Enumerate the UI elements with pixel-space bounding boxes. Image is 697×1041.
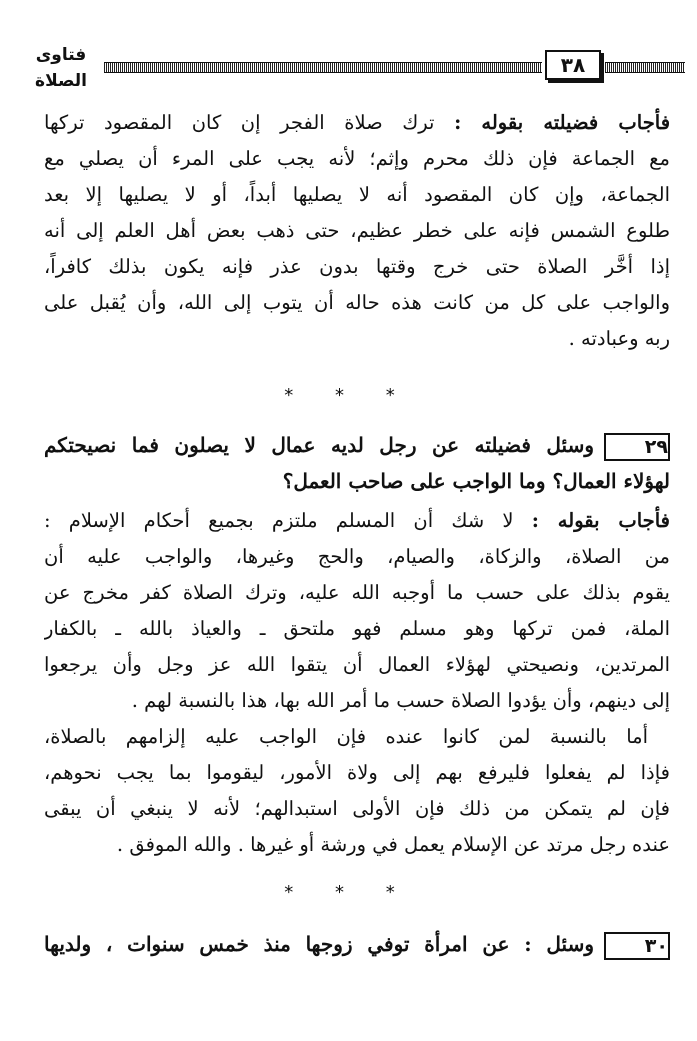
text-line: الجماعة، وإن كان المقصود أنه لا يصليها أبداً، أو لا يصليها إلا بعد [44,183,670,206]
text-line: يقوم بذلك على حسب ما أوجبه الله عليه، وترك الصلاة كفر مخرج عن [44,581,670,604]
question-text: وسئل فضيلته عن رجل لديه عمال لا يصلون فما نصيحتكم [44,433,594,457]
text-line: إلى دينهم، وأن يؤدوا الصلاة حسب ما أمر الله بها، هذا بالنسبة لهم . [131,689,670,712]
text-line: طلوع الشمس فإنه على خطر عظيم، حتى ذهب بعض أهل العلم إلى أنه [44,219,670,242]
header-rule [605,62,685,73]
answer-paragraph [44,105,670,357]
text-line: فإن لم يتمكن من ذلك فإن الأولى استبدالهم؛ لأنه لا ينبغي أن يبقى [44,797,670,820]
answer-lead: فأجاب بقوله : [531,509,670,532]
question-block [44,926,670,962]
text-line: فإذا لم يفعلوا فليرفع بهم إلى ولاة الأمور، ليقوموا بما يجب نحوهم، [44,761,670,784]
answer-paragraph [44,503,670,863]
question-text: لهؤلاء العمال؟ وما الواجب على صاحب العمل؟ [282,469,670,493]
text-line: ربه وعبادته . [568,327,670,350]
section-separator: * * * [284,882,413,903]
text-line: أما بالنسبة لمن كانوا عنده فإن الواجب عليه إلزامهم بالصلاة، [44,725,648,748]
question-number: ٢٩ [604,433,670,461]
question-text: وسئل : عن امرأة توفي زوجها منذ خمس سنوات ، ولديها [44,932,594,956]
text-line: من الصلاة، والزكاة، والصيام، والحج وغيرها، والواجب عليه أن [44,545,670,568]
question-number: ٣٠ [604,932,670,960]
text-line: والواجب على كل من كانت هذه حاله أن يتوب إلى الله، وأن يُقبل على [44,291,670,314]
text-line: ترك صلاة الفجر إن كان المقصود تركها [44,111,435,134]
text-line: عنده رجل مرتد عن الإسلام يعمل في ورشة أو غيرها . والله الموفق . [116,833,670,856]
question-block [44,427,670,499]
text-line: مع الجماعة فإن ذلك محرم وإثم؛ لأنه يجب على المرء أن يصلي مع [44,147,670,170]
running-header-title: فتاوى الصلاة [35,45,87,91]
answer-lead: فأجاب فضيلته بقوله : [454,111,670,134]
text-line: لا شك أن المسلم ملتزم بجميع أحكام الإسلام : [44,509,514,532]
section-separator: * * * [284,385,413,406]
page-number: ٣٨ [545,50,601,80]
header-rule [104,62,542,73]
text-line: إذا أخَّر الصلاة حتى خرج وقتها بدون عذر فإنه يكون بذلك كافراً، [44,255,670,278]
text-line: الملة، فمن تركها وهو مسلم فهو ملتحق ـ والعياذ بالله ـ بالكفار [44,617,670,640]
text-line: المرتدين، ونصيحتي لهؤلاء العمال أن يتقوا الله عز وجل وأن يرجعوا [44,653,670,676]
